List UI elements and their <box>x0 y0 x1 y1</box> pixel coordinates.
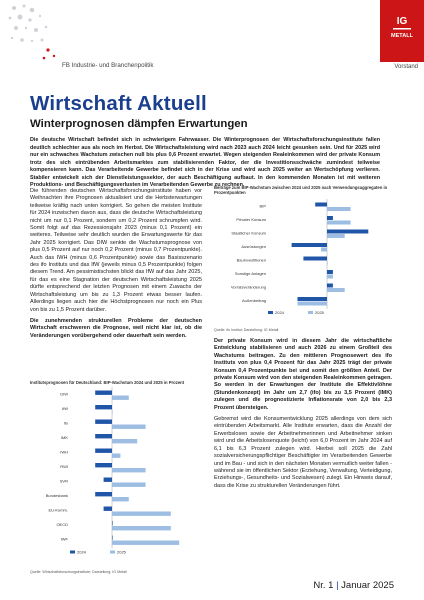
chart1-source: Quelle: ifo Institut; Darstellung: IG Metall <box>214 328 279 332</box>
chart2-category-label: IMK <box>60 435 68 440</box>
ig-metall-logo <box>380 0 424 62</box>
chart2-legend-label: 2024 <box>77 549 86 555</box>
chart1-bar <box>327 270 333 274</box>
chart1-svg <box>214 195 392 323</box>
chart1-bar <box>327 284 333 288</box>
left-column <box>30 188 202 344</box>
chart2-category-label: EU-Komm. <box>48 507 68 513</box>
chart2-legend-swatch <box>110 551 115 554</box>
chart1-category-label: Vorratsveränderung <box>230 284 266 290</box>
chart2-bar <box>95 391 112 395</box>
chart1-bar <box>315 203 327 207</box>
chart1-title: Beiträge zum BIP-Wachstum zwischen 2024 und 2025 nach Verwendungsaggregaten in Prozentpunkten <box>214 185 388 195</box>
chart2-bar <box>104 507 112 511</box>
chart1-category-label: Privater Konsum <box>236 217 266 222</box>
chart1-bar <box>303 257 327 261</box>
chart1-legend-swatch <box>268 311 273 314</box>
chart1-bar <box>327 275 333 279</box>
chart1-bar <box>327 207 351 211</box>
chart2-bar <box>104 478 112 482</box>
chart1-bar <box>321 248 327 252</box>
chart1-category-label: Ausrüstungen <box>241 244 266 249</box>
chart2-category-label: Bundesbank <box>45 493 68 498</box>
chart1-bar <box>292 243 327 247</box>
department-label: FB Industrie- und Branchenpolitik <box>62 62 154 69</box>
chart2-bar <box>95 449 112 453</box>
chart2-category-label: IWF <box>60 536 68 542</box>
chart2-bar <box>95 420 112 424</box>
left-paragraph-1: Die führenden deutschen Wirtschaftsforschungsinstitute haben vor Weihnachten ihre Prognosen aktualisiert und die Herbsterwartungen teilweise kräftig nach unten korrigiert. So gehen die meisten Institute für 2024 inzwischen davon aus, dass die deutsche Wirtschaftsleistung nicht um nur 0,1 Prozent, sondern um 0,2 Prozent schrumpfen wird. Somit folgt auf das Rezessionsjahr 2023 (minus 0,1 Prozent) ein weiteres. Teilweise sehr deutlich wurden die Erwartungswerte für das Jahr 2025 korrigiert. Das DIW senkte die Wachstumsprognose von plus 0,5 Prozent auf nur noch 0,2 Prozent (minus 0,7 Prozentpunkte). Auch das IWH (minus 0,6 Prozentpunkte) sowie das Basisszenario des ifo Instituts und das IfW (jeweils minus 0,5 Prozentpunkte) folgen diesem Trend. Am pessimistischsten blickt das IfW auf das Jahr 2025, für das es eine Stagnation der deutschen Wirtschaftsleistung 2025 dürfte entsprechend der letzten Prognosen mit einem Zuwachs der Wirtschaftsleistung um bis zu 1,3 Prozent etwas besser laufen. Allerdings liegen auch hier die Höchstprognosen nur noch ein Plus von bis zu 1,5 Prozent darüber. <box>30 188 202 313</box>
chart1-bar <box>327 288 345 292</box>
issue-date: Januar 2025 <box>341 580 394 591</box>
chart2-bar <box>112 396 129 400</box>
chart2-bar <box>112 483 146 487</box>
svg-text:METALL: METALL <box>391 33 413 39</box>
chart2-svg <box>30 385 202 565</box>
chart1-legend-label: 2025 <box>315 310 324 315</box>
chart2-bar <box>112 521 113 525</box>
chart1-bar <box>298 297 328 301</box>
chart2-legend-label: 2025 <box>117 549 126 555</box>
right-column <box>214 338 392 494</box>
lead-paragraph: Die deutsche Wirtschaft befindet sich in schwierigem Fahrwasser. Die Winterprognosen der Wirtschaftsforschungsinstitute fallen deutlich schlechter aus als noch im Herbst. Die Wirtschaftsleistung wird nach 2023 auch 2024 leicht gesunken sein. Und für 2025 wird nur ein schwaches Wachstum zwischen null bis plus 0,6 Prozent erwartet. Wegen steigenden Realeinkommen wird der private Konsum trotz des sich eintrübenden Arbeitsmarktes zum stabilisierenden Faktor, der die Investitionsschwäche zumindest teilweise kompensieren kann. Das Verarbeitende Gewerbe befindet sich in der Krise und wird auch 2025 weiter an Wertschöpfung verlieren. Stabiler entwickelt sich der Dienstleistungssektor, der auch Beschäftigung aufbaut. In den kommenden Monaten ist mit weiteren Produktions- und Beschäftigungsverlusten im Verarbeitenden Gewerbe zu rechnen. <box>30 137 380 188</box>
chart1-bar <box>327 261 328 265</box>
chart-forecasts <box>30 380 202 575</box>
chart1-bar <box>327 230 368 234</box>
chart2-bar <box>112 439 137 443</box>
chart-contributions <box>214 185 392 333</box>
page-title: Wirtschaft Aktuell <box>30 92 207 115</box>
chart2-category-label: OECD <box>56 522 68 527</box>
chart1-bar <box>298 302 328 306</box>
chart2-bar <box>95 463 112 467</box>
chart2-title: Institutsprognosen für Deutschland: BIP-Wachstum 2024 und 2025 in Prozent <box>30 380 185 385</box>
chart1-category-label: Sonstige Anlagen <box>234 271 266 276</box>
chart2-bar <box>112 454 120 458</box>
chart2-bar <box>95 405 112 409</box>
chart2-bar <box>95 434 112 438</box>
ig-metall-mark-icon <box>389 12 415 40</box>
page-subtitle: Winterprognosen dämpfen Erwartungen <box>30 118 248 130</box>
chart2-bar <box>112 512 171 516</box>
chart1-category-label: BIP <box>259 203 266 209</box>
chart2-category-label: IWH <box>60 449 68 455</box>
chart2-bar <box>112 410 113 414</box>
chart1-bar <box>327 216 333 220</box>
chart1-legend-swatch <box>308 311 313 314</box>
chart2-category-label: IfW <box>62 406 68 411</box>
chart2-bar <box>95 492 112 496</box>
svg-text:IG: IG <box>396 16 408 27</box>
footer-separator: | <box>336 580 339 591</box>
chart2-category-label: SVR <box>59 478 68 484</box>
chart2-category-label: ifo <box>63 420 68 426</box>
vorstand-label: Vorstand <box>394 64 418 70</box>
right-paragraph-1: Der private Konsum wird in diesem Jahr die wirtschaftliche Entwicklung stabilisieren und auch 2026 zu einem Großteil des Wachstums beitragen. Zu den mittleren Prognosewert des ifo Instituts von plus 0,4 Prozent für das Jahr 2025 trägt der private Konsum 0,4 Prozentpunkte bei und somit den größten Anteil. Der private Konsum wird von den steigenden Realeinkommen getragen. So werden in der Erwartungen der Institute die Effektivlöhne (Stundenkonzept) im Jahr um 2,7 (ifo) bis zu 3,5 Prozent (IMK) zulegen und die prognostizierte Inflationsrate von 2,0 bis 2,3 Prozent übersteigen. <box>214 338 392 411</box>
chart1-bar <box>327 221 351 225</box>
chart1-bar <box>327 234 345 238</box>
chart2-legend-swatch <box>70 551 75 554</box>
chart1-legend-label: 2024 <box>275 310 284 315</box>
chart2-category-label: RWI <box>60 464 68 469</box>
dots-logo <box>0 0 100 70</box>
chart2-bar <box>112 526 171 530</box>
chart1-category-label: Bauinvestitionen <box>236 257 266 263</box>
chart2-bar <box>112 497 129 501</box>
issue-footer <box>313 580 394 591</box>
chart1-category-label: Außenbeitrag <box>241 298 266 303</box>
chart2-bar <box>112 541 179 545</box>
chart2-category-label: DIW <box>60 391 68 397</box>
chart1-category-label: Staatlicher Konsum <box>231 230 266 236</box>
chart2-bar <box>112 536 113 540</box>
issue-number: Nr. 1 <box>313 580 334 591</box>
chart2-bar <box>112 425 146 429</box>
right-paragraph-2: Gebremst wird die Konsumentwicklung 2025 allerdings von dem sich eintrübenden Arbeitsmarkt. Alle Institute erwarten, dass die Anzahl der Erwerbslosen sowie der Arbeitnehmerinnen und Arbeitnehmer sinken wird und die Arbeitslosenquote (leicht) von 6,0 Prozent im Jahr 2024 auf 6,1 bis 6,3 Prozent zulegen wird. Hierbei soll 2025 die Zahl sozialversicherungspflichtiger Beschäftigter im Verarbeitenden Gewerbe und im Bau - und sich in den nächsten Monaten vermutlich weiter fallen - während sie im öffentlichen Sektor (Erziehung, Verwaltung, Verteidigung, Erziehungs-, Gesundheits- und Sozialwesen) zulegt. Ein Hinweis darauf, dass die Krise zu strukturellen Veränderungen führt. <box>214 416 392 489</box>
left-paragraph-2: Die zunehmenden strukturellen Probleme der deutschen Wirtschaft erschweren die Prognose, weil nicht klar ist, ob die Veränderungen vorübergehend oder dauerhaft sein werden. <box>30 317 202 339</box>
chart2-source: Quelle: Wirtschaftsforschungsinstitute; Darstellung: IG Metall <box>30 570 127 574</box>
chart2-bar <box>112 468 146 472</box>
